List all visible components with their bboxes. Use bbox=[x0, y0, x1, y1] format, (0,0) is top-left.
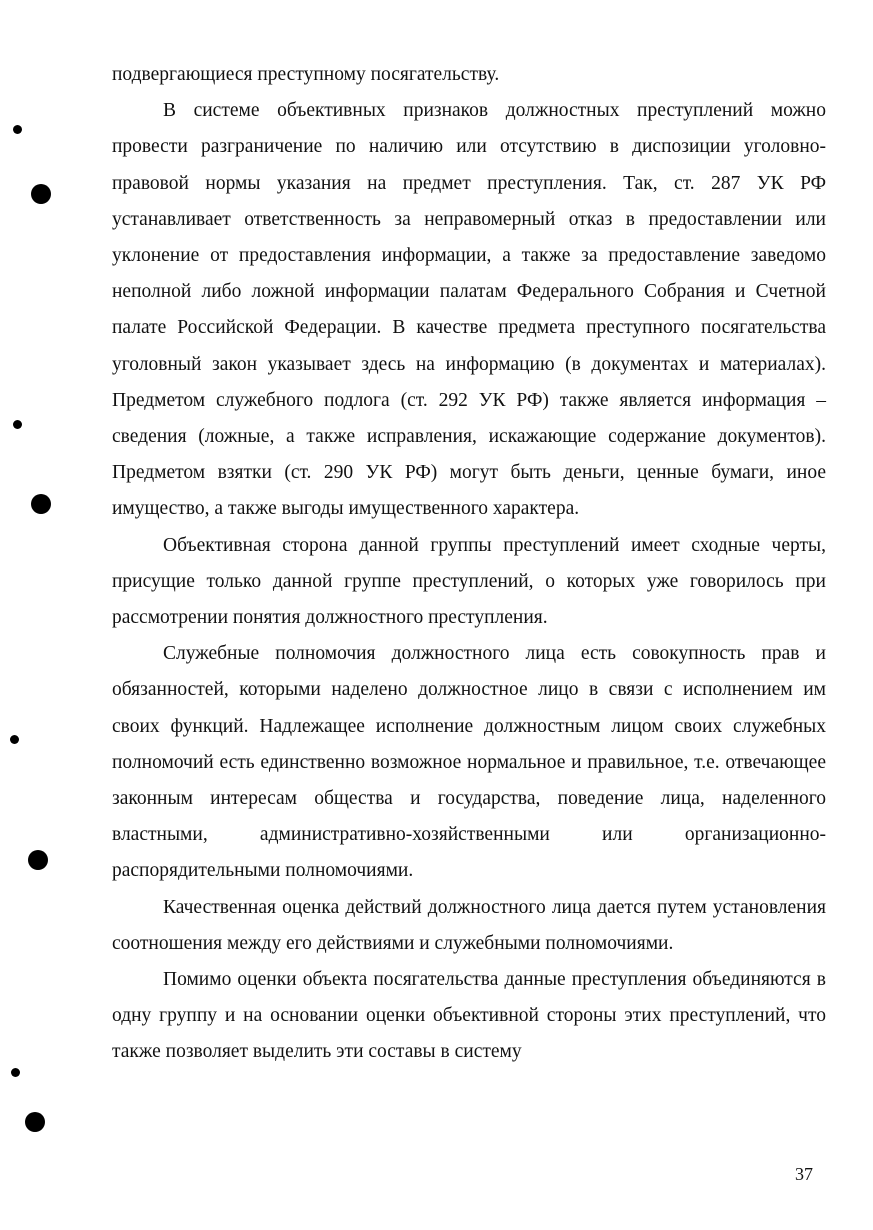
page-number: 37 bbox=[795, 1164, 813, 1184]
punch-hole-mark bbox=[10, 735, 19, 744]
punch-hole-mark bbox=[13, 420, 22, 429]
punch-hole bbox=[31, 184, 51, 204]
body-text bbox=[112, 57, 826, 1071]
punch-hole-mark bbox=[11, 1068, 20, 1077]
paragraph: Помимо оценки объекта посягательства данные преступления объединяются в одну группу и на основании оценки объективной стороны этих преступлений, что также позволяет выделить эти составы в систему bbox=[112, 969, 826, 1063]
paragraph: подвергающиеся преступному посягательству. bbox=[112, 64, 500, 85]
punch-hole bbox=[28, 850, 48, 870]
punch-hole-mark bbox=[13, 125, 22, 134]
punch-hole bbox=[31, 494, 51, 514]
punch-hole bbox=[25, 1112, 45, 1132]
paragraph: Качественная оценка действий должностного лица дается путем установления соотношения между его действиями и служебными полномочиями. bbox=[112, 896, 826, 954]
paragraph: Объективная сторона данной группы преступлений имеет сходные черты, присущие только данной группе преступлений, о которых уже говорилось при рассмотрении понятия должностного преступления. bbox=[112, 534, 826, 629]
paragraph: Служебные полномочия должностного лица есть совокупность прав и обязанностей, которыми наделено должностное лицо в связи с исполнением им своих функций. Надлежащее исполнение должностным лицом своих служебных полномочий есть единственно возможное нормальное и правильное, т.е. отвечающее законным интересам общества и государства, поведение лица, наделенного властными, административно-хозяйственными или организационно-распорядительными полномочиями. bbox=[112, 643, 826, 882]
paragraph: В системе объективных признаков должностных преступлений можно провести разграничение по наличию или отсутствию в диспозиции уголовно-правовой нормы указания на предмет преступления. Так, ст. 287 УК РФ устанавливает ответственность за неправомерный отказ в предоставлении или уклонение от предоставления информации, а также за предоставление заведомо неполной либо ложной информации палатам Федерального Собрания и Счетной палате Российской Федерации. В качестве предмета преступного посягательства уголовный закон указывает здесь на информацию (в документах и материалах). Предметом служебного подлога (ст. 292 УК РФ) также является информация – сведения (ложные, а также исправления, искажающие содержание документов). Предметом взятки (ст. 290 УК РФ) могут быть деньги, ценные бумаги, иное имущество, а также выгоды имущественного характера. bbox=[112, 100, 826, 520]
